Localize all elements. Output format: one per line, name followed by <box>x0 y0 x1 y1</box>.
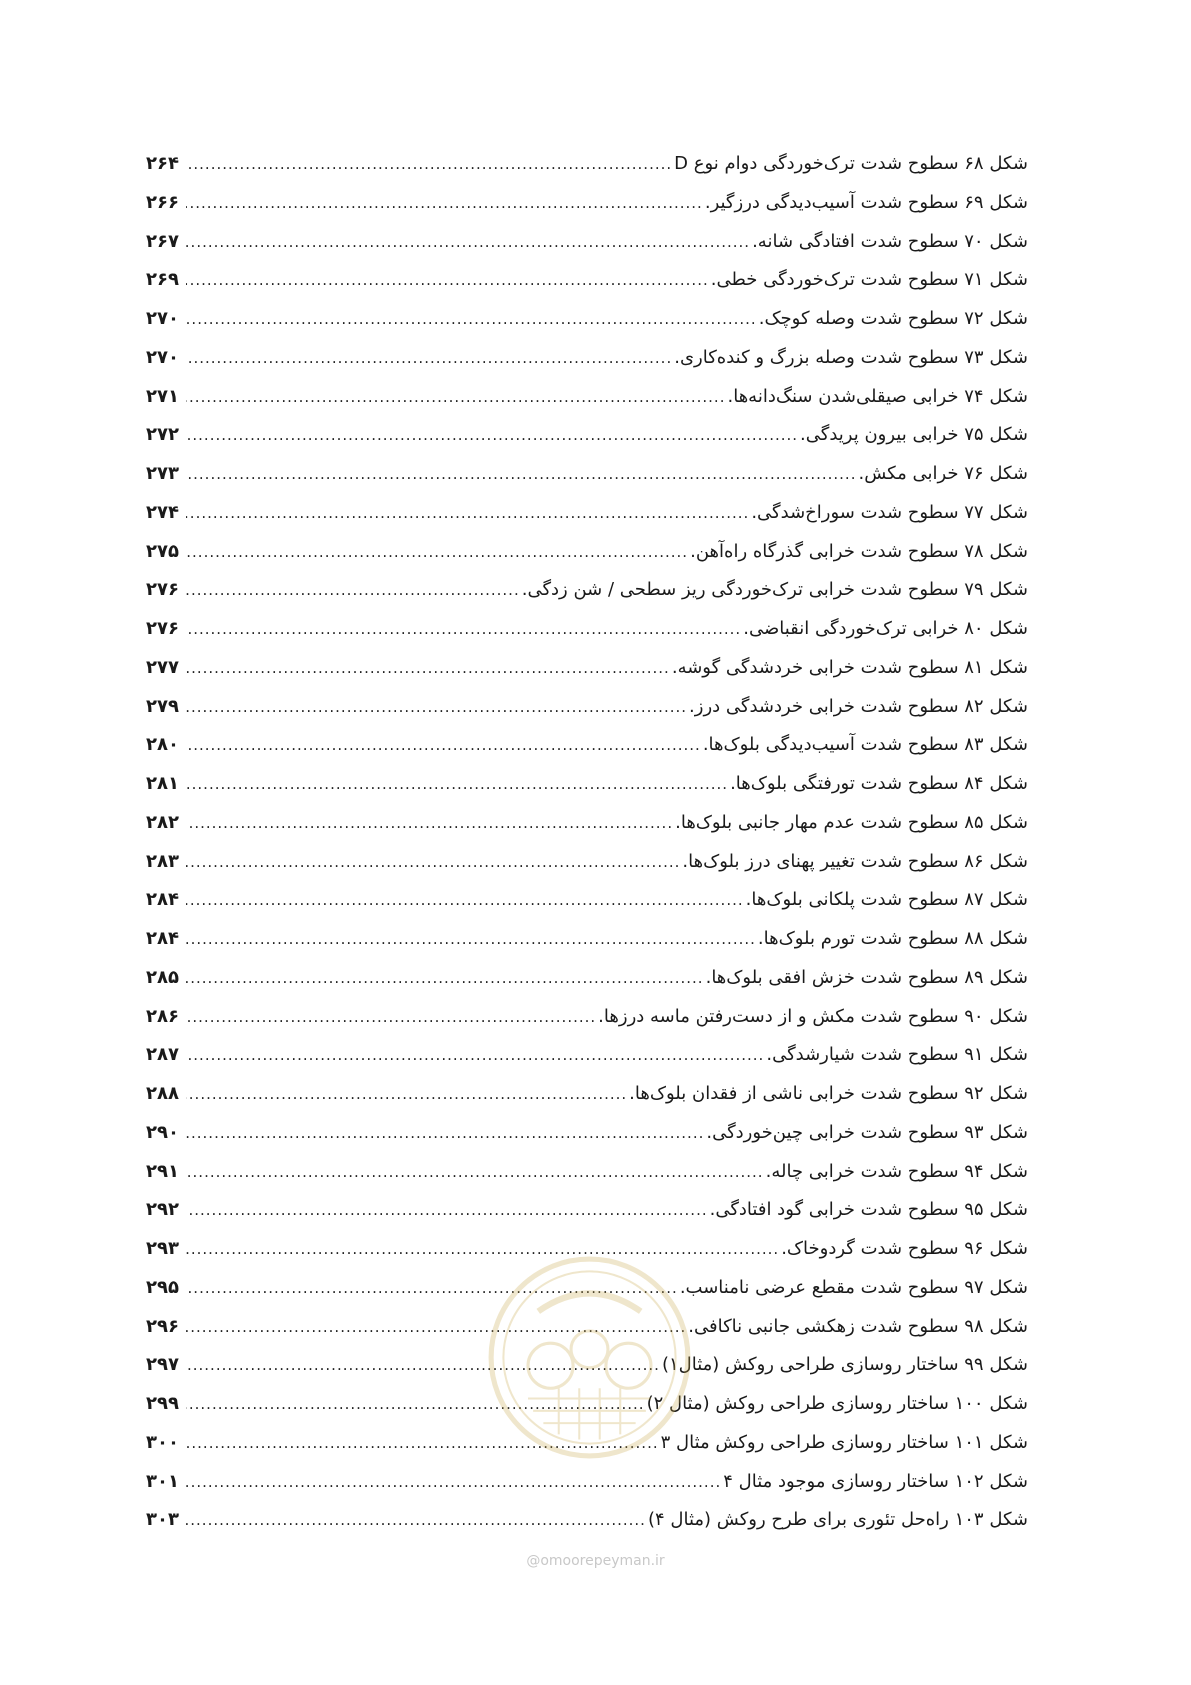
toc-entry[interactable] <box>146 843 1028 882</box>
toc-entry[interactable] <box>146 1114 1028 1153</box>
toc-entry[interactable] <box>146 261 1028 300</box>
dot-leader <box>186 1424 659 1463</box>
toc-entry-page-number: ۲۶۹ <box>146 269 179 291</box>
toc-entry-title: شکل ۹۱ سطوح شدت شیارشدگی. <box>766 1044 1028 1066</box>
dot-leader <box>186 339 672 378</box>
dot-leader <box>186 1308 686 1347</box>
toc-entry-title: شکل ۹۸ سطوح شدت زهکشی جانبی ناکافی. <box>688 1315 1028 1337</box>
dot-leader <box>186 920 756 959</box>
toc-entry-page-number: ۲۸۸ <box>146 1083 179 1104</box>
dot-leader <box>186 1463 721 1502</box>
toc-entry-title: شکل ۱۰۰ ساختار روسازی طراحی روکش (مثال ۲) <box>646 1393 1028 1414</box>
toc-entry-page-number: ۲۸۶ <box>146 1005 179 1027</box>
toc-entry-title: شکل ۸۳ سطوح شدت آسیب‌دیدگی بلوک‌ها. <box>702 734 1028 756</box>
dot-leader <box>186 688 687 727</box>
toc-entry-title: شکل ۷۵ خرابی بیرون پریدگی. <box>800 424 1028 446</box>
toc-entry-page-number: ۳۰۰ <box>146 1431 179 1453</box>
dot-leader <box>186 533 688 572</box>
toc-entry[interactable] <box>146 1191 1028 1230</box>
toc-entry[interactable] <box>146 378 1028 417</box>
toc-entry[interactable] <box>146 920 1028 959</box>
dot-leader <box>186 300 757 339</box>
toc-entry[interactable] <box>146 533 1028 572</box>
toc-entry-page-number: ۲۸۲ <box>146 811 179 833</box>
toc-entry-title: شکل ۹۷ سطوح شدت مقطع عرضی نامناسب. <box>679 1276 1028 1298</box>
toc-entry-page-number: ۳۰۳ <box>146 1509 179 1531</box>
toc-entry-title: شکل ۷۷ سطوح شدت سوراخ‌شدگی. <box>751 501 1028 523</box>
toc-entry-title: شکل ۹۶ سطوح شدت گردوخاک. <box>781 1238 1028 1259</box>
toc-entry-title: شکل ۱۰۱ ساختار روسازی طراحی روکش مثال ۳ <box>660 1431 1028 1453</box>
toc-entry-page-number: ۲۷۱ <box>146 385 179 407</box>
toc-entry[interactable] <box>146 998 1028 1037</box>
toc-entry[interactable] <box>146 1501 1028 1540</box>
toc-entry-title: شکل ۸۲ سطوح شدت خرابی خردشدگی درز. <box>689 695 1028 717</box>
toc-entry-title: شکل ۱۰۳ راه‌حل تئوری برای طرح روکش (مثال ۴) <box>647 1509 1028 1531</box>
dot-leader <box>186 843 680 882</box>
toc-entry-title: شکل ۷۱ سطوح شدت ترک‌خوردگی خطی. <box>710 269 1028 291</box>
toc-entry-page-number: ۲۷۰ <box>146 308 179 329</box>
toc-entry-title: شکل ۹۹ ساختار روسازی طراحی روکش (مثال۱) <box>661 1354 1028 1376</box>
toc-entry-page-number: ۲۶۴ <box>146 153 179 174</box>
dot-leader <box>186 455 856 494</box>
toc-entry-title: شکل ۷۲ سطوح شدت وصله کوچک. <box>758 308 1028 329</box>
toc-entry-title: شکل ۷۴ خرابی صیقلی‌شدن سنگ‌دانه‌ها. <box>727 385 1028 407</box>
toc-entry-title: شکل ۷۰ سطوح شدت افتادگی شانه. <box>752 230 1028 252</box>
toc-entry[interactable] <box>146 1463 1028 1502</box>
dot-leader <box>186 1346 660 1385</box>
toc-entry[interactable] <box>146 1385 1028 1424</box>
dot-leader <box>186 494 749 533</box>
toc-entry-page-number: ۲۹۱ <box>146 1160 179 1182</box>
toc-entry-title: شکل ۹۳ سطوح شدت خرابی چین‌خوردگی. <box>706 1121 1028 1143</box>
toc-entry-page-number: ۲۷۵ <box>146 540 179 562</box>
toc-entry[interactable] <box>146 610 1028 649</box>
toc-entry-page-number: ۲۷۷ <box>146 656 179 678</box>
dot-leader <box>186 959 704 998</box>
toc-entry-title: شکل ۸۷ سطوح شدت پلکانی بلوک‌ها. <box>745 889 1028 911</box>
toc-entry[interactable] <box>146 1269 1028 1308</box>
toc-entry-page-number: ۲۸۳ <box>146 850 179 872</box>
toc-entry[interactable] <box>146 1036 1028 1075</box>
dot-leader <box>186 1191 708 1230</box>
toc-entry-page-number: ۲۸۵ <box>146 966 179 988</box>
toc-entry-page-number: ۲۹۳ <box>146 1238 179 1259</box>
toc-entry-page-number: ۲۷۶ <box>146 618 179 639</box>
toc-entry-title: شکل ۶۹ سطوح شدت آسیب‌دیدگی درزگیر. <box>704 191 1028 213</box>
toc-entry-page-number: ۲۹۲ <box>146 1199 179 1221</box>
toc-entry[interactable] <box>146 416 1028 455</box>
toc-entry-page-number: ۲۹۵ <box>146 1276 179 1298</box>
toc-entry-page-number: ۲۶۷ <box>146 230 179 252</box>
toc-entry-page-number: ۲۹۰ <box>146 1121 179 1143</box>
toc-entry[interactable] <box>146 649 1028 688</box>
toc-entry[interactable] <box>146 184 1028 223</box>
toc-entry[interactable] <box>146 1424 1028 1463</box>
toc-entry-page-number: ۲۸۴ <box>146 928 179 949</box>
toc-entry-title: شکل ۹۵ سطوح شدت خرابی گود افتادگی. <box>709 1199 1028 1221</box>
dot-leader <box>186 416 798 455</box>
toc-entry[interactable] <box>146 1230 1028 1269</box>
toc-entry-page-number: ۲۸۷ <box>146 1044 179 1066</box>
toc-entry[interactable] <box>146 1075 1028 1114</box>
toc-entry[interactable] <box>146 339 1028 378</box>
dot-leader <box>186 223 750 262</box>
toc-entry-title: شکل ۸۴ سطوح شدت تورفتگی بلوک‌ها. <box>730 773 1028 794</box>
dot-leader <box>186 1036 764 1075</box>
toc-entry[interactable] <box>146 494 1028 533</box>
dot-leader <box>186 610 741 649</box>
toc-entry-title: شکل ۷۶ خرابی مکش. <box>858 463 1028 484</box>
toc-entry-title: شکل ۷۸ سطوح شدت خرابی گذرگاه راه‌آهن. <box>690 540 1028 562</box>
toc-entry-page-number: ۲۷۶ <box>146 579 179 601</box>
toc-entry-title: شکل ۸۸ سطوح شدت تورم بلوک‌ها. <box>757 928 1028 949</box>
dot-leader <box>186 726 701 765</box>
toc-entry-page-number: ۲۹۷ <box>146 1354 179 1376</box>
toc-entry[interactable] <box>146 804 1028 843</box>
dot-leader <box>186 998 596 1037</box>
dot-leader <box>186 145 672 184</box>
toc-entry[interactable] <box>146 1308 1028 1347</box>
list-of-figures <box>146 145 1028 1540</box>
toc-entry-page-number: ۲۷۰ <box>146 346 179 368</box>
toc-entry-page-number: ۲۸۱ <box>146 773 179 794</box>
toc-entry-page-number: ۲۸۴ <box>146 889 179 911</box>
toc-entry-title: شکل ۱۰۲ ساختار روسازی موجود مثال ۴ <box>723 1470 1028 1492</box>
toc-entry-title: شکل ۶۸ سطوح شدت ترک‌خوردگی دوام نوع D <box>674 153 1028 174</box>
dot-leader <box>186 1269 678 1308</box>
toc-entry[interactable] <box>146 455 1028 494</box>
dot-leader <box>186 378 725 417</box>
toc-entry[interactable] <box>146 726 1028 765</box>
toc-entry-page-number: ۲۷۲ <box>146 424 179 446</box>
dot-leader <box>186 261 709 300</box>
toc-entry-page-number: ۲۷۴ <box>146 501 179 523</box>
toc-entry-page-number: ۲۸۰ <box>146 734 179 756</box>
dot-leader <box>186 1230 779 1269</box>
toc-entry-page-number: ۳۰۱ <box>146 1470 179 1492</box>
toc-entry-title: شکل ۸۵ سطوح شدت عدم مهار جانبی بلوک‌ها. <box>675 811 1028 833</box>
toc-entry-title: شکل ۸۱ سطوح شدت خرابی خردشدگی گوشه. <box>671 656 1028 678</box>
toc-entry-title: شکل ۹۴ سطوح شدت خرابی چاله. <box>765 1160 1028 1182</box>
toc-entry-title: شکل ۷۹ سطوح شدت خرابی ترک‌خوردگی ریز سطحی / شن زدگی. <box>521 579 1028 601</box>
toc-entry[interactable] <box>146 145 1028 184</box>
dot-leader <box>186 184 703 223</box>
dot-leader <box>186 881 744 920</box>
toc-entry[interactable] <box>146 1346 1028 1385</box>
watermark-url: @omoorepeyman.ir <box>526 1553 665 1569</box>
toc-entry[interactable] <box>146 223 1028 262</box>
toc-entry-title: شکل ۸۹ سطوح شدت خزش افقی بلوک‌ها. <box>705 966 1028 988</box>
toc-entry-title: شکل ۹۲ سطوح شدت خرابی ناشی از فقدان بلوک‌ها. <box>629 1083 1028 1104</box>
toc-entry-title: شکل ۸۰ خرابی ترک‌خوردگی انقباضی. <box>743 618 1028 639</box>
dot-leader <box>186 649 670 688</box>
dot-leader <box>186 804 673 843</box>
toc-entry[interactable] <box>146 765 1028 804</box>
toc-entry-page-number: ۲۹۹ <box>146 1393 179 1414</box>
toc-entry-page-number: ۲۷۳ <box>146 463 179 484</box>
dot-leader <box>186 1114 704 1153</box>
toc-entry[interactable] <box>146 881 1028 920</box>
dot-leader <box>186 1501 646 1540</box>
dot-leader <box>186 1075 627 1114</box>
dot-leader <box>186 571 520 610</box>
dot-leader <box>186 765 728 804</box>
toc-entry-title: شکل ۷۳ سطوح شدت وصله بزرگ و کنده‌کاری. <box>674 346 1028 368</box>
toc-entry[interactable] <box>146 300 1028 339</box>
dot-leader <box>186 1385 645 1424</box>
toc-entry[interactable] <box>146 571 1028 610</box>
toc-entry[interactable] <box>146 1153 1028 1192</box>
toc-entry-title: شکل ۸۶ سطوح شدت تغییر پهنای درز بلوک‌ها. <box>682 850 1028 872</box>
toc-entry-title: شکل ۹۰ سطوح شدت مکش و از دست‌رفتن ماسه درزها. <box>598 1005 1028 1027</box>
dot-leader <box>186 1153 764 1192</box>
toc-entry-page-number: ۲۷۹ <box>146 695 179 717</box>
toc-entry-page-number: ۲۹۶ <box>146 1315 179 1337</box>
toc-entry[interactable] <box>146 959 1028 998</box>
toc-entry-page-number: ۲۶۶ <box>146 191 179 213</box>
toc-entry[interactable] <box>146 688 1028 727</box>
